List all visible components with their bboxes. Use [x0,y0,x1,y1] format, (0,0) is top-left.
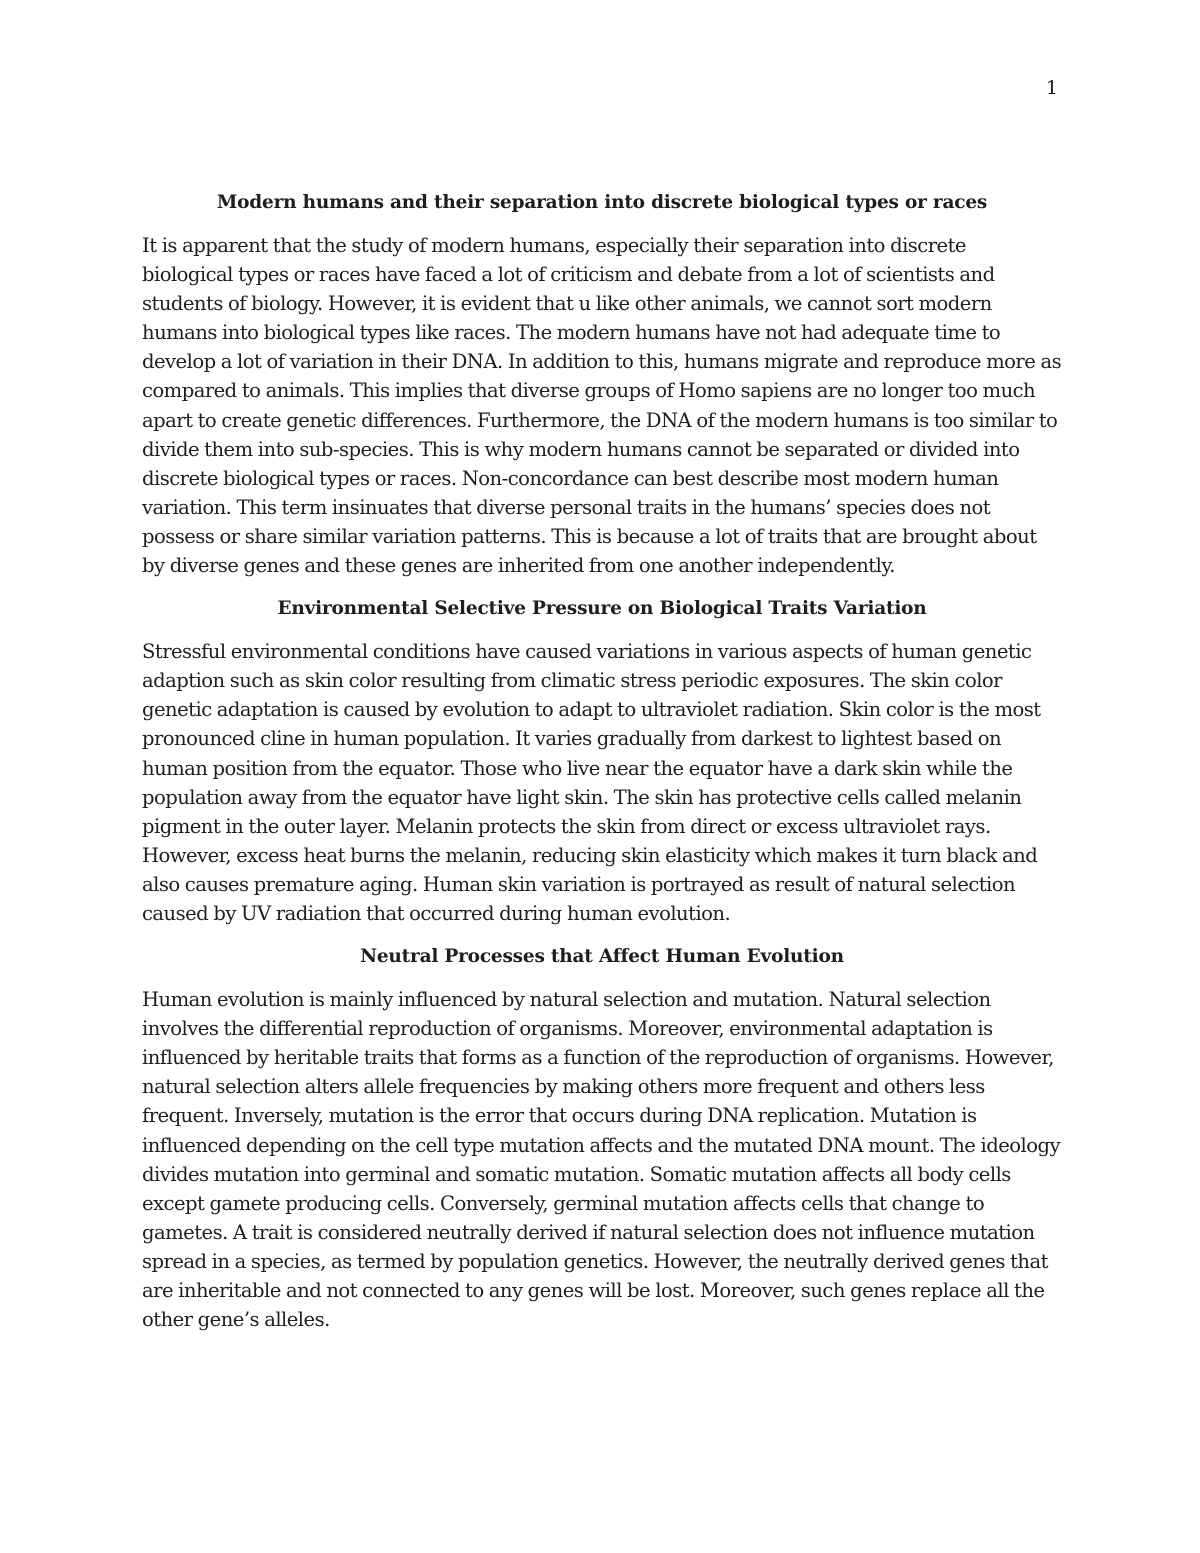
page-number: 1 [1045,77,1058,99]
section-modern-humans [142,188,1062,580]
section-neutral-processes [142,942,1062,1334]
section-paragraph: Stressful environmental conditions have caused variations in various aspects of human genetic adaption such as skin color resulting from climatic stress periodic exposures. The skin color genetic adaptation is caused by evolution to adapt to ultraviolet radiation. Skin color is the most pronounced cline in human population. It varies gradually from darkest to lightest based on human position from the equator. Those who live near the equator have a dark skin while the population away from the equator have light skin. The skin has protective cells called melanin pigment in the outer layer. Melanin protects the skin from direct or excess ultraviolet rays. However, excess heat burns the melanin, reducing skin elasticity which makes it turn black and also causes premature aging. Human skin variation is portrayed as result of natural selection caused by UV radiation that occurred during human evolution. [142,640,1041,925]
document-body [142,188,1062,1334]
section-environmental-pressure [142,594,1062,928]
section-heading: Environmental Selective Pressure on Biological Traits Variation [277,598,927,620]
section-heading: Modern humans and their separation into discrete biological types or races [216,192,988,213]
section-paragraph: It is apparent that the study of modern humans, especially their separation into discrete biological types or races have faced a lot of criticism and debate from a lot of scientists and students of biology. However, it is evident that u like other animals, we cannot sort modern humans into biological types like races. The modern humans have not had adequate time to develop a lot of variation in their DNA. In addition to this, humans migrate and reproduce more as compared to animals. This implies that diverse groups of Homo sapiens are no longer too much apart to create genetic differences. Furthermore, the DNA of the modern humans is too similar to divide them into sub-species. This is why modern humans cannot be separated or divided into discrete biological types or races. Non-concordance can best describe most modern human variation. This term insinuates that diverse personal traits in the humans’ species does not possess or share similar variation patterns. This is because a lot of traits that are brought about by diverse genes and these genes are inherited from one another independently. [142,234,1062,578]
section-heading: Neutral Processes that Affect Human Evolution [360,946,844,968]
section-paragraph: Human evolution is mainly influenced by natural selection and mutation. Natural selection involves the differential reproduction of organisms. Moreover, environmental adaptation is influenced by heritable traits that forms as a function of the reproduction of organisms. However, natural selection alters allele frequencies by making others more frequent and others less frequent. Inversely, mutation is the error that occurs during DNA replication. Mutation is influenced depending on the cell type mutation affects and the mutated DNA mount. The ideology divides mutation into germinal and somatic mutation. Somatic mutation affects all body cells except gamete producing cells. Conversely, germinal mutation affects cells that change to gametes. A trait is considered neutrally derived if natural selection does not influence mutation spread in a species, as termed by population genetics. However, the neutrally derived genes that are inheritable and not connected to any genes will be lost. Moreover, such genes replace all the other gene’s alleles. [142,988,1060,1332]
